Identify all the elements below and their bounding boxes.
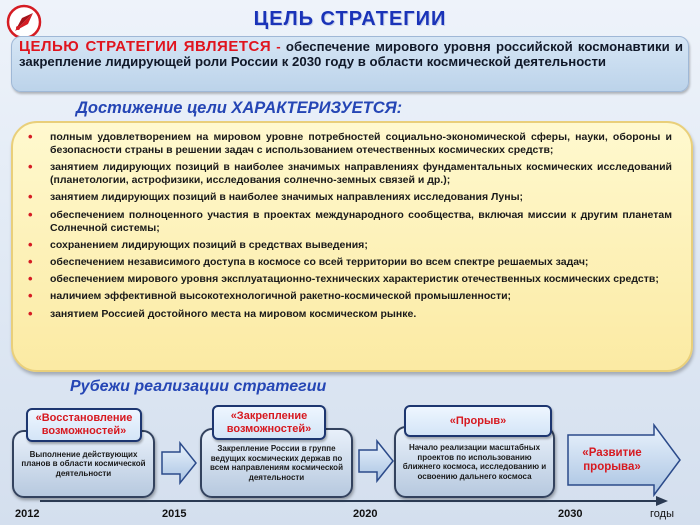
year-label: 2012 bbox=[15, 508, 40, 520]
list-item: • обеспечением полноценного участия в проектах международного сообщества, включая миссии к другим планетам Солнечной системы; bbox=[22, 209, 672, 235]
list-item: • занятием Россией достойного места на мировом космическом рынке. bbox=[22, 308, 672, 321]
milestones-heading: Рубежи реализации стратегии bbox=[70, 378, 327, 395]
stage-text: Выполнение действующих планов в области космической деятельности bbox=[21, 449, 146, 478]
list-item: • обеспечением независимого доступа в космосе со всей территории во всем спектре решаемых задач; bbox=[22, 256, 672, 269]
characterized-heading: Достижение цели ХАРАКТЕРИЗУЕТСЯ: bbox=[76, 99, 403, 117]
goal-text: обеспечение мирового уровня российской космонавтики и закрепление лидирующей роли России к 2030 году в области космической деятельности bbox=[19, 39, 683, 69]
stage-text: Начало реализации масштабных проектов по использованию ближнего космоса, исследованию и освоению дальнего космоса bbox=[402, 443, 547, 481]
goal-statement bbox=[19, 40, 683, 69]
axis-arrow-icon bbox=[656, 494, 670, 508]
stage-text: Закрепление России в группе ведущих космических держав по всем направлениям космической деятельности bbox=[209, 444, 343, 482]
characteristics-list bbox=[22, 131, 672, 325]
stage-tag-restoration: «Восстановление возможностей» bbox=[26, 408, 142, 442]
stage-tag-breakthrough: «Прорыв» bbox=[404, 405, 552, 437]
list-item: • занятием лидирующих позиций в наиболее значимых направлениях фундаментальных космических исследований (планетологии, астрофизики, исследования солнечно-земных связей и др.); bbox=[22, 161, 672, 187]
list-item: • сохранением лидирующих позиций в средствах выведения; bbox=[22, 239, 672, 252]
page-title: ЦЕЛЬ СТРАТЕГИИ bbox=[253, 8, 447, 30]
goal-dash: - bbox=[271, 39, 286, 54]
list-item: • полным удовлетворением на мировом уровне потребностей социально-экономической сферы, науки, обороны и безопасности страны в решении задач с использованием отечественных космических средств; bbox=[22, 131, 672, 157]
list-item: • обеспечением мирового уровня эксплуатационно-технических характеристик отечественных космических средств; bbox=[22, 273, 672, 286]
arrow-right-icon bbox=[357, 438, 395, 484]
goal-lead: ЦЕЛЬЮ СТРАТЕГИИ ЯВЛЯЕТСЯ bbox=[19, 38, 272, 55]
timeline-axis bbox=[40, 500, 660, 502]
arrow-right-icon bbox=[160, 440, 198, 486]
year-label: 2015 bbox=[162, 508, 187, 520]
year-label: 2030 bbox=[558, 508, 583, 520]
stage-tag-consolidation: «Закрепление возможностей» bbox=[212, 405, 326, 440]
axis-label: годы bbox=[650, 508, 674, 520]
list-item: • занятием лидирующих позиций в наиболее значимых направлениях исследования Луны; bbox=[22, 191, 672, 204]
year-label: 2020 bbox=[353, 508, 378, 520]
list-item: • наличием эффективной высокотехнологичной ракетно-космической промышленности; bbox=[22, 290, 672, 303]
final-stage-label: «Развитие прорыва» bbox=[582, 447, 642, 473]
